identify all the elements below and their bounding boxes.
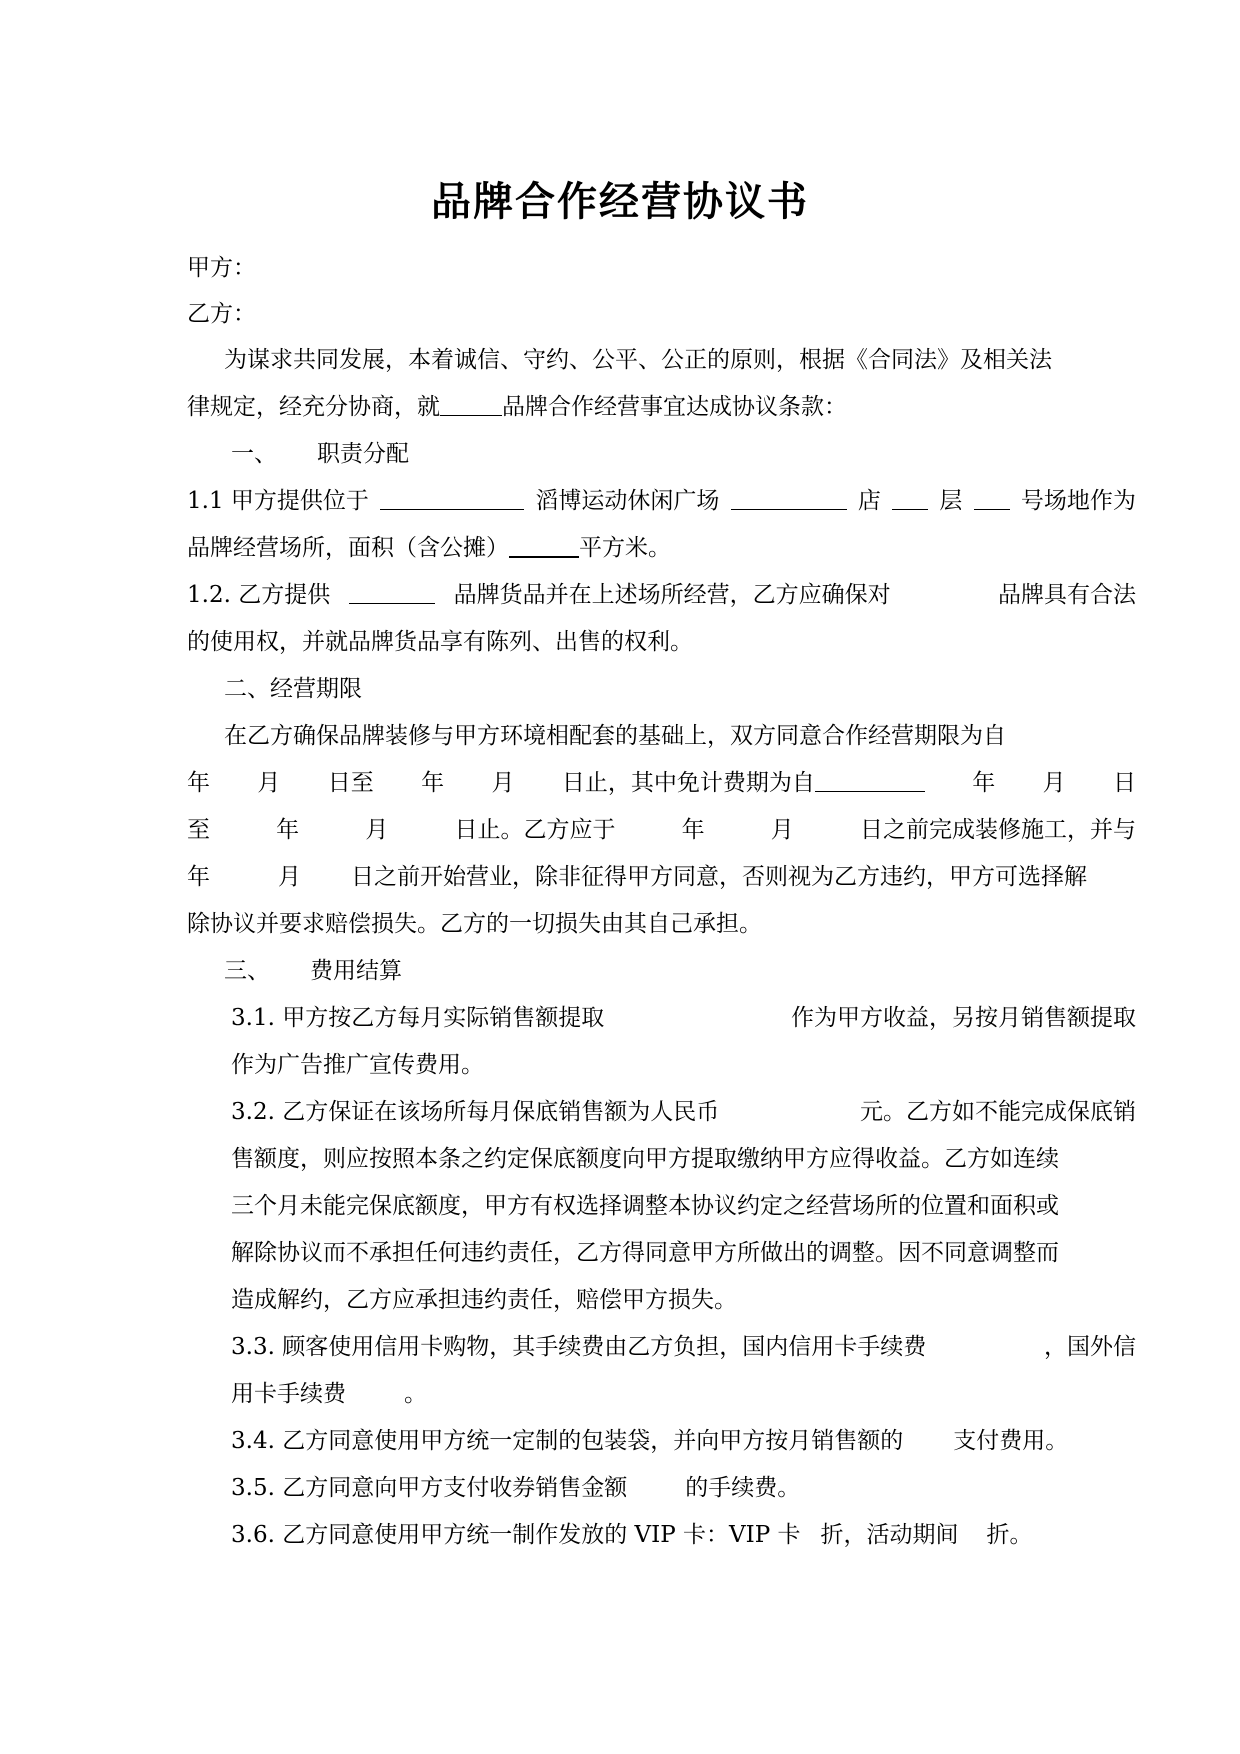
- section-3-heading: [224, 951, 402, 991]
- brand-name-blank: [440, 387, 502, 416]
- day-until-label: 日至: [327, 770, 374, 796]
- month-label: 月: [278, 864, 301, 890]
- clause-1-2-line-1: [187, 575, 1136, 615]
- clause-3-3-line-1: [231, 1327, 1136, 1367]
- clause-1-1-text-c: 店: [857, 488, 881, 514]
- clause-3-3-text-d: 。: [404, 1381, 427, 1407]
- clause-1-1-text-f: 品牌经营场所，面积（含公摊）: [187, 535, 509, 561]
- year-label: 年: [421, 770, 445, 796]
- clause-3-1-line-1: [231, 998, 1136, 1038]
- clause-3-1-text-b: 作为甲方收益，另按月销售额提取: [790, 1005, 1136, 1031]
- clause-3-6-text-a: 3.6. 乙方同意使用甲方统一制作发放的 VIP 卡：VIP 卡: [231, 1522, 801, 1548]
- term-line-3: [187, 810, 1136, 850]
- year-label: 年: [187, 864, 210, 890]
- floor-blank: [892, 481, 928, 510]
- clause-3-4: [231, 1421, 1136, 1461]
- area-blank: [509, 528, 579, 558]
- clause-3-6-text-c: 折。: [986, 1522, 1033, 1548]
- location-blank: [380, 481, 524, 510]
- month-label: 月: [1042, 770, 1066, 796]
- until-label: 至: [187, 817, 210, 843]
- clause-1-1-line-2: [187, 528, 671, 568]
- section-1-heading: [231, 434, 409, 474]
- clause-3-2-line-3: 三个月未能完保底额度，甲方有权选择调整本协议约定之经营场所的位置和面积或: [231, 1193, 1059, 1219]
- section-3-title: 费用结算: [310, 958, 402, 984]
- clause-3-6: [231, 1515, 1136, 1555]
- term-line-4: [187, 857, 1087, 897]
- intro-line-2: [187, 387, 847, 427]
- document-title: 品牌合作经营协议书: [431, 178, 809, 225]
- month-label: 月: [257, 770, 281, 796]
- free-period-text: 日止，其中免计费期为自: [562, 763, 925, 803]
- intro-line-1: 为谋求共同发展，本着诚信、守约、公平、公正的原则，根据《合同法》及相关法: [224, 347, 1052, 373]
- clause-1-1-text-e: 号场地作为: [1020, 488, 1136, 514]
- clause-3-5-text-b: 的手续费。: [685, 1475, 801, 1501]
- intro-text-a: 律规定，经充分协商，就: [187, 394, 440, 420]
- clause-3-2-text-b: 元。乙方如不能完成保底销: [859, 1099, 1136, 1125]
- month-label: 月: [770, 817, 794, 843]
- year-label: 年: [276, 817, 300, 843]
- fitout-complete-text: 日之前完成装修施工，并与: [859, 817, 1136, 843]
- store-blank: [731, 481, 847, 510]
- clause-1-2-line-2: 的使用权，并就品牌货品享有陈列、出售的权利。: [187, 629, 693, 655]
- clause-3-6-text-b: 折，活动期间: [820, 1522, 959, 1548]
- term-line-5: 除协议并要求赔偿损失。乙方的一切损失由其自己承担。: [187, 911, 762, 937]
- intro-text-b: 品牌合作经营事宜达成协议条款：: [502, 394, 847, 420]
- clause-1-1-line-1: [187, 481, 1136, 521]
- day-label: 日: [1113, 770, 1136, 796]
- clause-3-3-text-c: 用卡手续费: [231, 1381, 346, 1407]
- party-b-label: 乙方：: [187, 301, 256, 327]
- month-label: 月: [491, 770, 515, 796]
- clause-1-1-text-g: 平方米。: [579, 535, 671, 561]
- year-label: 年: [681, 817, 705, 843]
- clause-3-1-text-a: 3.1. 甲方按乙方每月实际销售额提取: [231, 1005, 605, 1031]
- supplied-brand-blank: [349, 575, 435, 604]
- clause-3-4-text-a: 3.4. 乙方同意使用甲方统一定制的包装袋，并向甲方按月销售额的: [231, 1428, 904, 1454]
- free-period-start-blank: [815, 763, 925, 792]
- section-2-heading: 二、经营期限: [224, 676, 362, 702]
- clause-1-1-text-a: 1.1 甲方提供位于: [187, 488, 369, 514]
- clause-3-2-line-2: 售额度，则应按照本条之约定保底额度向甲方提取缴纳甲方应得收益。乙方如连续: [231, 1146, 1059, 1172]
- clause-3-5-text-a: 3.5. 乙方同意向甲方支付收券销售金额: [231, 1475, 628, 1501]
- fitout-deadline-text: 日止。乙方应于: [454, 817, 616, 843]
- month-label: 月: [365, 817, 389, 843]
- clause-3-4-text-b: 支付费用。: [953, 1428, 1069, 1454]
- year-label: 年: [972, 770, 996, 796]
- clause-1-2-text-a: 1.2. 乙方提供: [187, 582, 331, 608]
- clause-3-2-line-1: [231, 1092, 1136, 1132]
- clause-3-3-text-b: ，国外信: [1043, 1334, 1136, 1360]
- opening-deadline-text: 日之前开始营业，除非征得甲方同意，否则视为乙方违约，甲方可选择解: [351, 864, 1087, 890]
- year-label: 年: [187, 770, 210, 796]
- clause-3-3-text-a: 3.3. 顾客使用信用卡购物，其手续费由乙方负担，国内信用卡手续费: [231, 1334, 927, 1360]
- clause-3-3-line-2: [231, 1374, 1136, 1414]
- section-1-title: 职责分配: [317, 441, 409, 467]
- term-line-2: [187, 763, 1136, 803]
- section-1-number: 一、: [231, 441, 277, 467]
- party-a-label: 甲方：: [187, 255, 256, 281]
- clause-3-2-line-4: 解除协议而不承担任何违约责任，乙方得同意甲方所做出的调整。因不同意调整而: [231, 1240, 1059, 1266]
- clause-3-2-line-5: 造成解约，乙方应承担违约责任，赔偿甲方损失。: [231, 1287, 737, 1313]
- clause-1-2-text-b: 品牌货品并在上述场所经营，乙方应确保对: [453, 582, 891, 608]
- clause-1-1-text-b: 滔博运动休闲广场: [535, 488, 720, 514]
- section-3-number: 三、: [224, 958, 270, 984]
- clause-3-2-text-a: 3.2. 乙方保证在该场所每月保底销售额为人民币: [231, 1099, 720, 1125]
- clause-3-5: [231, 1468, 1136, 1508]
- clause-1-2-text-c: 品牌具有合法: [997, 582, 1136, 608]
- clause-3-1-line-2: 作为广告推广宣传费用。: [231, 1052, 484, 1078]
- clause-1-1-text-d: 层: [939, 488, 963, 514]
- unit-number-blank: [974, 481, 1010, 510]
- term-line-1: 在乙方确保品牌装修与甲方环境相配套的基础上，双方同意合作经营期限为自: [224, 723, 1006, 749]
